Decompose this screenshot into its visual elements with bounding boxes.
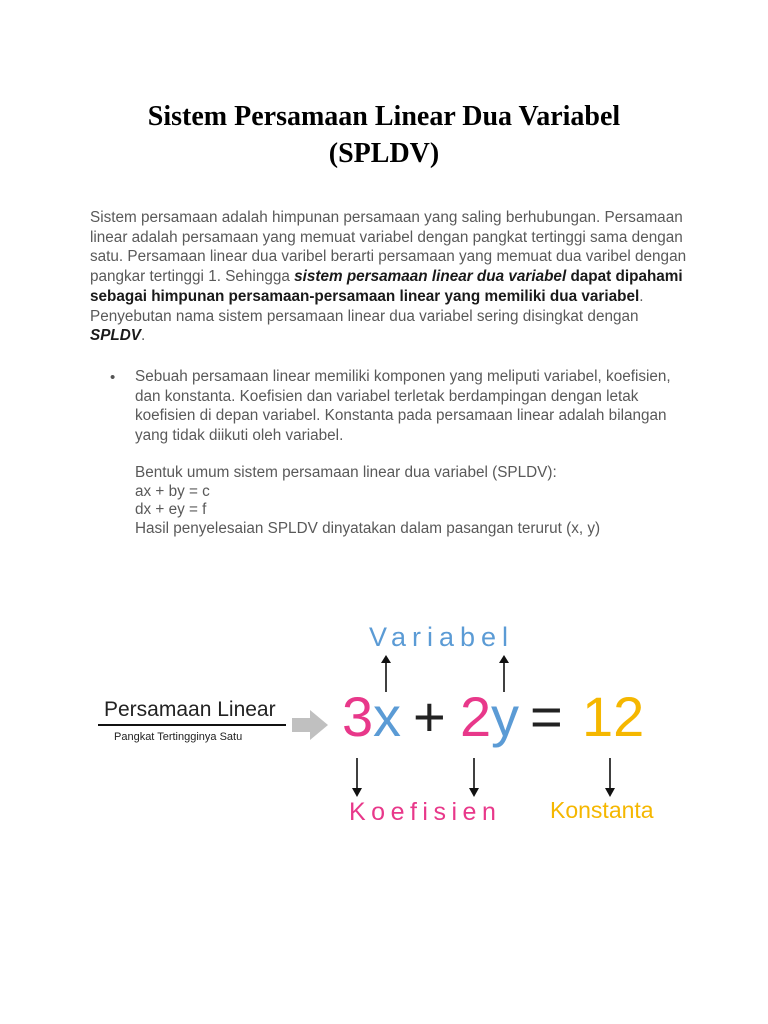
- persamaan-sub-label: Pangkat Tertingginya Satu: [114, 731, 243, 743]
- arrow-down-icon: [602, 756, 618, 798]
- title-line-2: (SPLDV): [328, 138, 440, 169]
- arrow-up-icon: [496, 654, 512, 694]
- coefficient-3: 3: [342, 685, 374, 748]
- persamaan-linear-label: Persamaan Linear: [104, 698, 276, 721]
- intro-text-1: Sistem persamaan adalah himpunan persamaan yang saling berhubungan. Persamaan linear adalah persamaan yang memuat variabel dengan pangkat tertinggi sama dengan satu. Persamaan linear dua varibel berarti persamaan yang memuat dua varibel dengan pangkar tertinggi 1. Sehingga: [90, 209, 687, 286]
- arrow-down-icon: [349, 756, 365, 798]
- variable-y: y: [491, 685, 519, 748]
- arrow-up-icon: [378, 654, 394, 694]
- plus-sign: +: [413, 685, 446, 748]
- intro-bold-italic-1: sistem persamaan linear dua variabel: [294, 268, 567, 286]
- solution-note: Hasil penyelesaian SPLDV dinyatakan dalam pasangan terurut (x, y): [135, 519, 601, 537]
- konstanta-label: Konstanta: [550, 797, 654, 823]
- arrow-down-icon: [466, 756, 482, 798]
- page-title: [90, 98, 678, 172]
- bullet-marker: •: [110, 369, 116, 386]
- equals-sign: =: [530, 685, 563, 748]
- intro-paragraph: [90, 208, 690, 346]
- intro-bold-italic-2: SPLDV: [90, 327, 141, 345]
- general-form-heading: Bentuk umum sistem persamaan linear dua variabel (SPLDV):: [135, 464, 557, 481]
- coefficient-2: 2: [460, 685, 492, 748]
- variable-x: x: [373, 685, 401, 748]
- general-form-block: [135, 464, 695, 538]
- bullet-text: Sebuah persamaan linear memiliki komponen yang meliputi variabel, koefisien, dan konstanta. Koefisien dan variabel terletak berdampingan dengan letak koefisien di depan variabel. Konstanta pada persamaan linear adalah bilangan yang tidak diikuti oleh variabel.: [135, 368, 671, 445]
- title-line-1: Sistem Persamaan Linear Dua Variabel: [147, 101, 621, 132]
- equation-1: ax + by = c: [135, 482, 210, 500]
- persamaan-underline: [98, 724, 286, 726]
- variabel-label: Variabel: [369, 622, 515, 652]
- intro-text-3: .: [141, 327, 146, 345]
- right-arrow-icon: [290, 708, 330, 742]
- intro-bold-1: dapat dipahami sebagai himpunan persamaan-persamaan linear yang memiliki dua variabel: [90, 268, 683, 305]
- constant-12: 12: [582, 685, 645, 748]
- equation-2: dx + ey = f: [135, 501, 207, 518]
- intro-text-2: . Penyebutan nama sistem persamaan linear dua variabel sering disingkat dengan: [90, 287, 644, 325]
- koefisien-label: Koefisien: [349, 798, 502, 826]
